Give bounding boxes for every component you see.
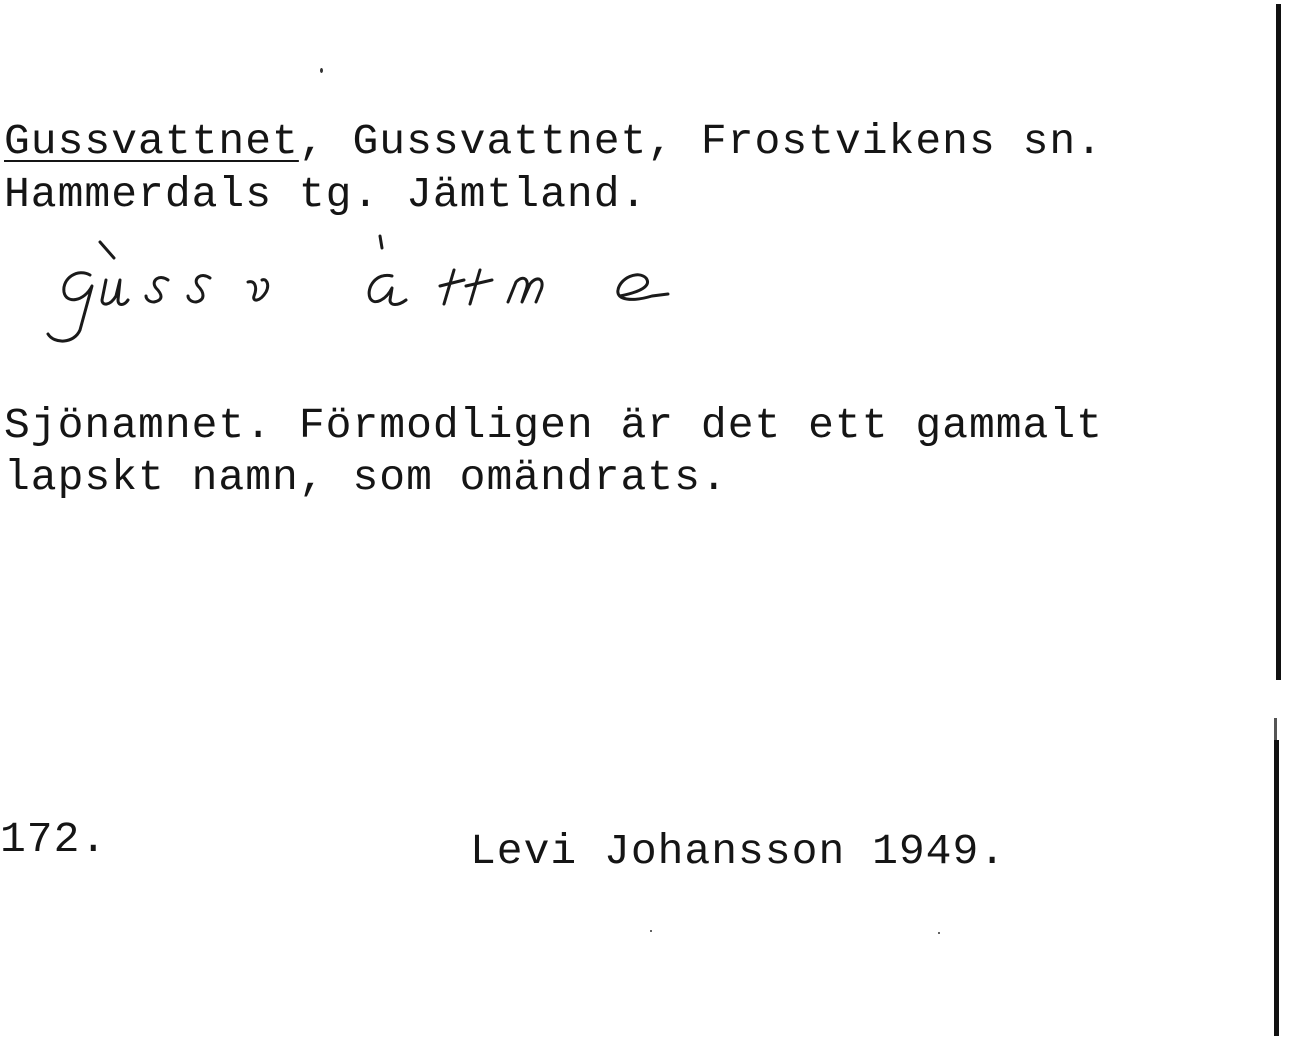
scan-speck [938, 932, 940, 934]
scan-speck [650, 930, 652, 932]
heading-line [4, 117, 1103, 166]
note-line-1: Sjönamnet. Förmodligen är det ett gammalt [4, 401, 1103, 450]
card-edge-upper [1276, 4, 1281, 680]
card-edge-lower [1274, 740, 1279, 1036]
location-line-2: Hammerdals tg. Jämtland. [4, 170, 648, 219]
note-line-2: lapskt namn, som omändrats. [4, 453, 728, 502]
scan-speck [320, 68, 323, 73]
headword: Gussvattnet [4, 117, 299, 166]
pronunciation-handwriting [40, 230, 700, 350]
author-year: Levi Johansson 1949. [470, 827, 1007, 876]
card-number: 172. [0, 815, 108, 864]
location-line-1: , Gussvattnet, Frostvikens sn. [298, 117, 1103, 166]
